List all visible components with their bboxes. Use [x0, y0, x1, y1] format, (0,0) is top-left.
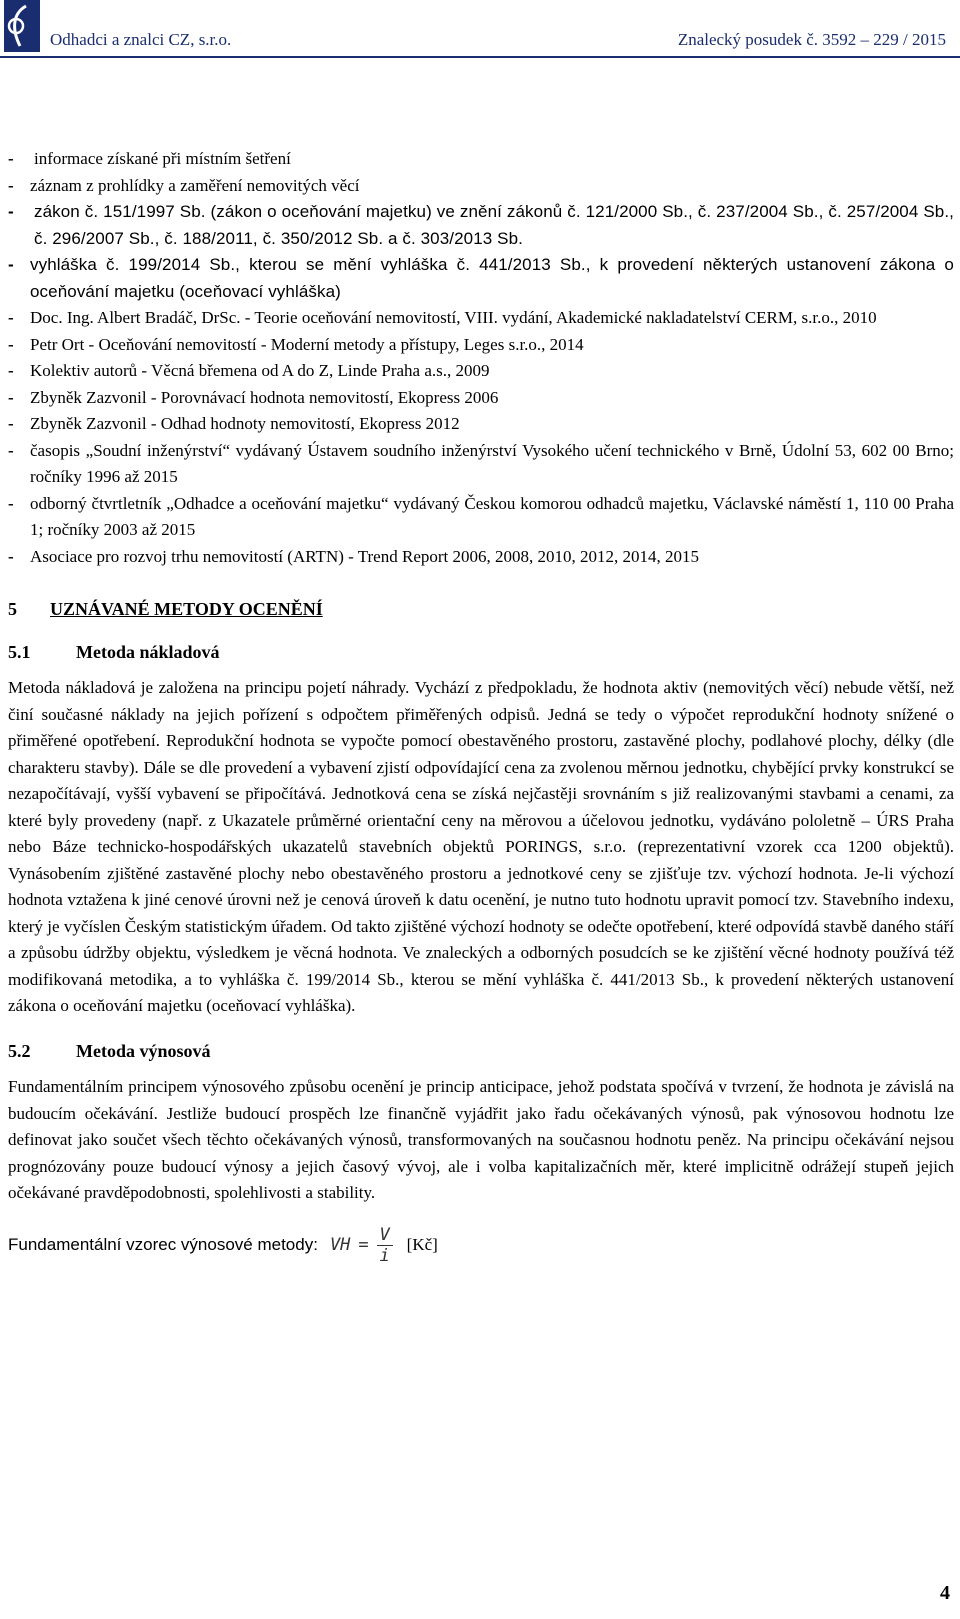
chapter-heading [8, 596, 954, 623]
page-content [8, 146, 954, 1266]
formula-lhs: VH [329, 1234, 351, 1255]
formula-line [8, 1225, 954, 1266]
formula-unit: [Kč] [406, 1234, 438, 1254]
list-item: - Doc. Ing. Albert Bradáč, DrSc. - Teorie oceňování nemovitostí, VIII. vydání, Akademické nakladatelství CERM, s.r.o., 2010 [8, 305, 954, 332]
formula-equals: = [358, 1234, 369, 1255]
list-item: - Zbyněk Zazvonil - Odhad hodnoty nemovitostí, Ekopress 2012 [8, 411, 954, 438]
company-logo-icon [4, 0, 40, 52]
section-title: Metoda nákladová [76, 641, 220, 662]
section-paragraph-income: Fundamentálním principem výnosového způsobu ocenění je princip anticipace, jehož podstata spočívá v tvrzení, že hodnota je závislá na budoucím očekávání. Jestliže budoucí prospěch lze finančně vyjádřit jako řadu očekávaných výnosů, pak výnosovou hodnotu lze definovat jako součet všech těchto očekávaných výnosů, transformovaných na současnou hodnotu peněz. Na principu očekávání nejsou prognózovány pouze budoucí výnosy a jejich časový vývoj, ale i volba kapitalizačních měr, které implicitně odrážejí stupeň jejich očekávané pravděpodobnosti, spolehlivosti a stability. [8, 1077, 954, 1202]
formula-label: Fundamentální vzorec výnosové metody: [8, 1234, 318, 1254]
source-list [8, 146, 954, 570]
list-item: - vyhláška č. 199/2014 Sb., kterou se mění vyhláška č. 441/2013 Sb., k provedení některých ustanovení zákona o oceňování majetku (oceňovací vyhláška) [8, 252, 954, 305]
formula-denominator: i [379, 1245, 390, 1266]
report-number: Znalecký posudek č. 3592 – 229 / 2015 [677, 30, 946, 49]
list-item: - záznam z prohlídky a zaměření nemovitých věcí [8, 173, 954, 200]
list-item: - Zbyněk Zazvonil - Porovnávací hodnota nemovitostí, Ekopress 2006 [8, 385, 954, 412]
page-header [0, 0, 960, 58]
chapter-number: 5 [8, 599, 17, 619]
section-heading-cost [8, 639, 954, 666]
company-name: Odhadci a znalci CZ, s.r.o. [50, 30, 232, 49]
list-item: - zákon č. 151/1997 Sb. (zákon o oceňování majetku) ve znění zákonů č. 121/2000 Sb., č. 237/2004 Sb., č. 257/2004 Sb., č. 296/2007 Sb., č. 188/2011, č. 350/2012 Sb. a č. 303/2013 Sb. [8, 199, 954, 252]
list-item: - Asociace pro rozvoj trhu nemovitostí (ARTN) - Trend Report 2006, 2008, 2010, 2012, 2014, 2015 [8, 544, 954, 571]
list-item: - časopis „Soudní inženýrství“ vydávaný Ústavem soudního inženýrství Vysokého učení technického v Brně, Údolní 53, 602 00 Brno; ročníky 1996 až 2015 [8, 438, 954, 491]
page-number: 4 [940, 1582, 950, 1604]
formula-numerator: V [379, 1224, 390, 1245]
list-item: - Kolektiv autorů - Věcná břemena od A do Z, Linde Praha a.s., 2009 [8, 358, 954, 385]
section-heading-income [8, 1038, 954, 1065]
list-item: - informace získané při místním šetření [8, 146, 954, 173]
header-divider [0, 56, 960, 58]
formula-expression [330, 1225, 393, 1266]
section-title: Metoda výnosová [76, 1040, 211, 1061]
section-number: 5.1 [8, 641, 31, 662]
list-item: - Petr Ort - Oceňování nemovitostí - Moderní metody a přístupy, Leges s.r.o., 2014 [8, 332, 954, 359]
section-paragraph-cost: Metoda nákladová je založena na principu pojetí náhrady. Vychází z předpokladu, že hodnota aktiv (nemovitých věcí) nebude větší, než činí současné náklady na jejich pořízení s odpočtem přiměřených odpisů. Jedná se tedy o výpočet reprodukční hodnoty snížené o přiměřené opotřebení. Reprodukční hodnota se vypočte pomocí obestavěného prostoru, zastavěné plochy, podlahové plochy, délky (dle charakteru stavby). Dále se dle provedení a vybavení zjistí odpovídající cena za zvolenou měrnou jednotku, chybějící prvky konstrukcí se nezapočítávají, vyšší vybavení se připočítává. Jednotková cena se získá nejčastěji srovnáním s již realizovanými stavbami a cenami, za které byly provedeny (např. z Ukazatele průměrné orientační ceny na měrovou a účelovou jednotku, vydáváno pololetně – ÚRS Praha nebo Báze technicko-hospodářských ukazatelů stavebních objektů PORINGS, s.r.o. (reprezentativní vzorek cca 1200 objektů). Vynásobením zjištěné zastavěné plochy nebo obestavěného prostoru a jednotkové ceny se zjišťuje tzv. výchozí hodnota. Je-li výchozí hodnota vztažena k jiné cenové úrovni než je cenová úroveň k datu ocenění, je nutno tuto hodnotu upravit pomocí tzv. Stavebního indexu, který je vyčíslen Českým statistickým úřadem. Od takto zjištěné výchozí hodnoty se odečte opotřebení, které odpovídá stavbě daného stáří a způsobu údržby objektu, výsledkem je věcná hodnota. Ve znaleckých a odborných posudcích se ke zjištění věcné hodnoty používá též modifikovaná metodika, a to vyhláška č. 199/2014 Sb., kterou se mění vyhláška č. 441/2013 Sb., k provedení některých ustanovení zákona o oceňování majetku (oceňovací vyhláška). [8, 678, 954, 1015]
chapter-title: UZNÁVANÉ METODY OCENĚNÍ [50, 599, 323, 619]
formula-fraction [377, 1225, 393, 1266]
section-number: 5.2 [8, 1040, 31, 1061]
list-item: - odborný čtvrtletník „Odhadce a oceňování majetku“ vydávaný Českou komorou odhadců majetku, Václavské náměstí 1, 110 00 Praha 1; ročníky 2003 až 2015 [8, 491, 954, 544]
